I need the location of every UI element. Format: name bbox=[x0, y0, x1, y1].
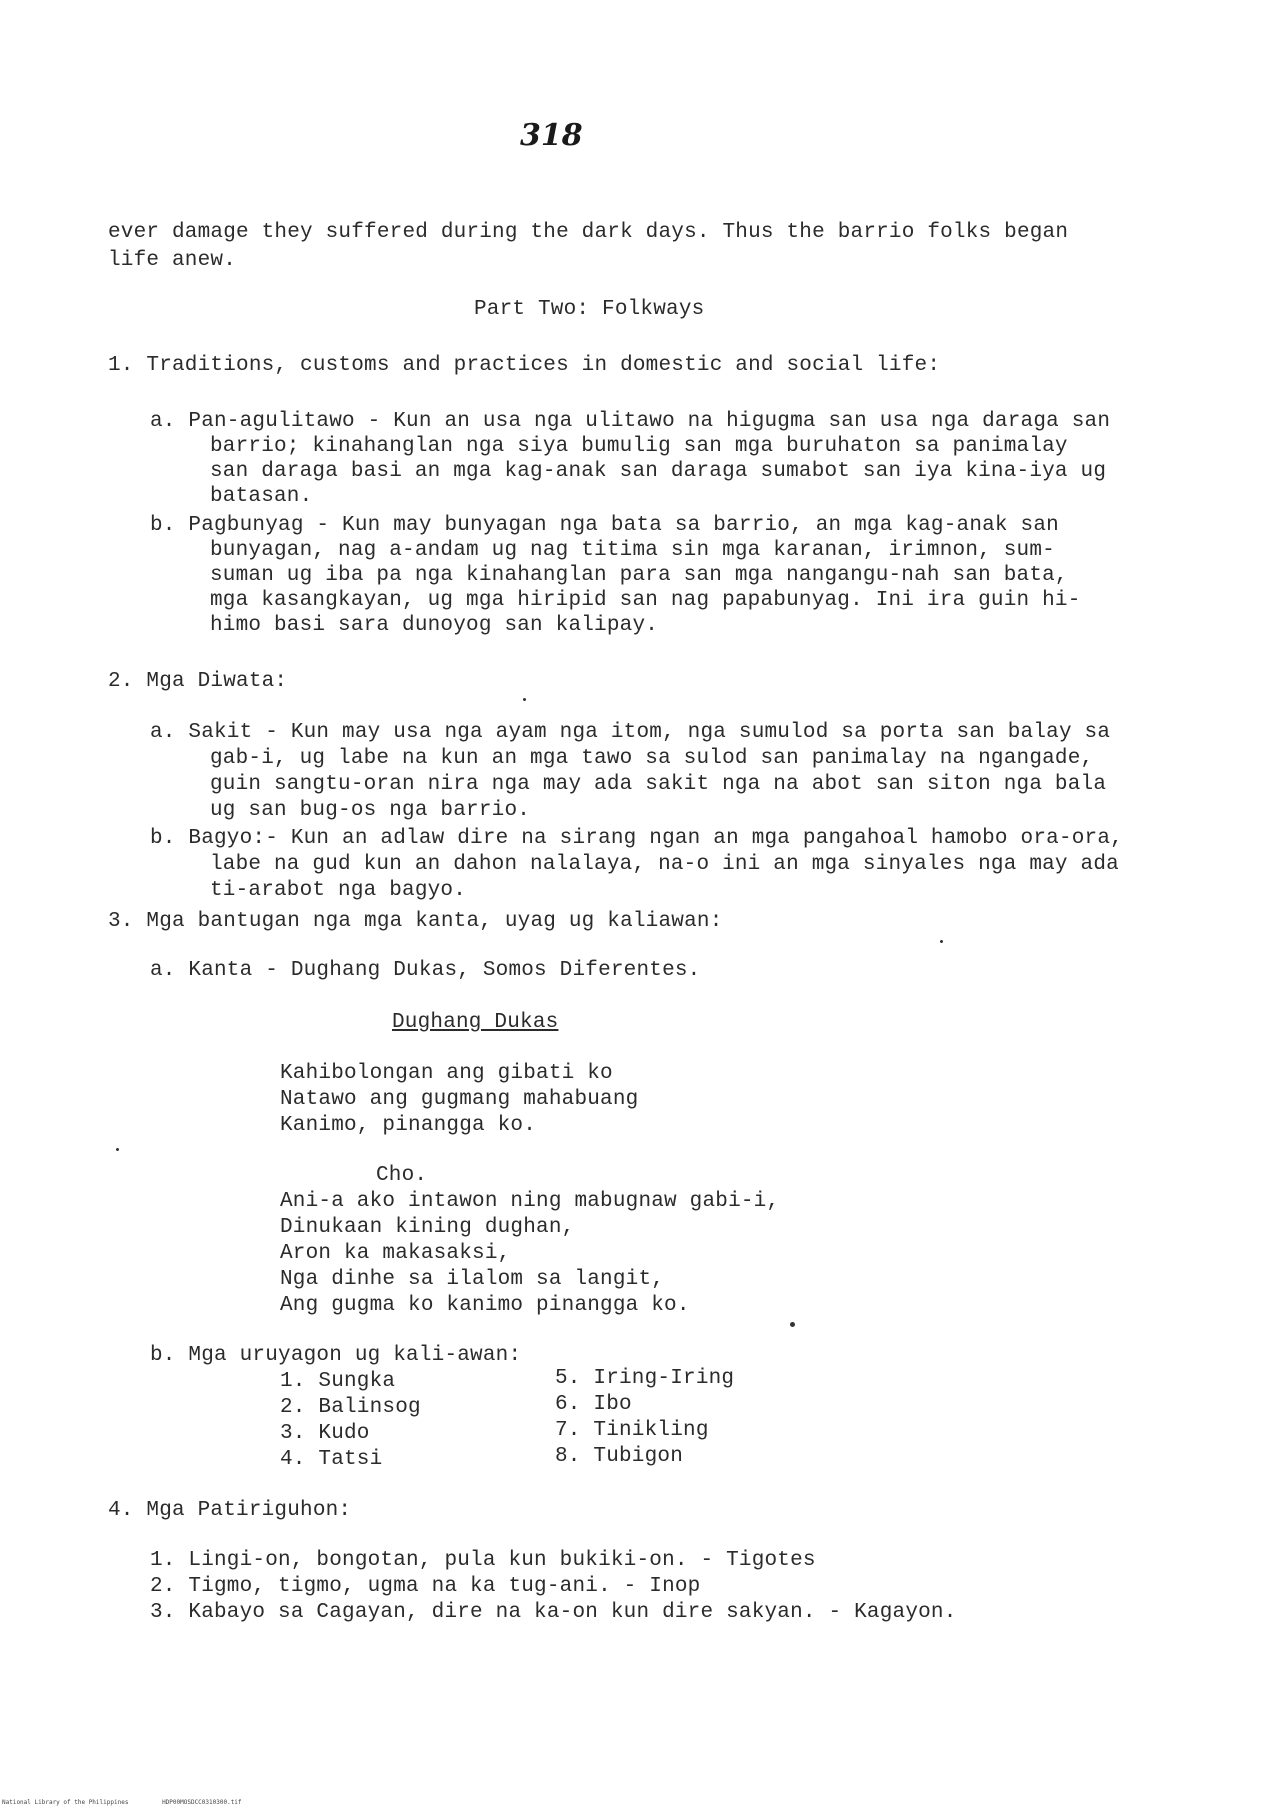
chorus-line-3: Aron ka makasaksi, bbox=[280, 1242, 511, 1265]
riddle-item: 2. Tigmo, tigmo, ugma na ka tug-ani. - Inop bbox=[150, 1575, 701, 1598]
section-1b-line-1: b. Pagbunyag - Kun may bunyagan nga bata sa barrio, an mga kag-anak san bbox=[150, 514, 1059, 537]
chorus-line-1: Ani-a ako intawon ning mabugnaw gabi-i, bbox=[280, 1190, 780, 1213]
scan-footer bbox=[2, 1799, 272, 1806]
chorus-line-5: Ang gugma ko kanimo pinangga ko. bbox=[280, 1294, 690, 1317]
section-3a-line: a. Kanta - Dughang Dukas, Somos Diferentes. bbox=[150, 959, 701, 982]
section-2b-line-1: b. Bagyo:- Kun an adlaw dire na sirang ngan an mga pangahoal hamobo ora-ora, bbox=[150, 827, 1123, 850]
song-title: Dughang Dukas bbox=[392, 1011, 559, 1034]
verse-line-3: Kanimo, pinangga ko. bbox=[280, 1114, 537, 1137]
riddle-item: 1. Lingi-on, bongotan, pula kun bukiki-on. - Tigotes bbox=[150, 1549, 816, 1572]
game-item: 4. Tatsi bbox=[280, 1448, 383, 1471]
riddle-item: 3. Kabayo sa Cagayan, dire na ka-on kun dire sakyan. - Kagayon. bbox=[150, 1601, 957, 1624]
section-1a-line-1: a. Pan-agulitawo - Kun an usa nga ulitawo na higugma san usa nga daraga san bbox=[150, 410, 1111, 433]
game-item: 5. Iring-Iring bbox=[555, 1367, 735, 1390]
game-item: 2. Balinsog bbox=[280, 1396, 421, 1419]
footer-source: National Library of the Philippines bbox=[2, 1799, 129, 1806]
scan-speck bbox=[790, 1322, 795, 1327]
section-2a-line-4: ug san bug-os nga barrio. bbox=[210, 799, 531, 822]
section-4-heading: 4. Mga Patiriguhon: bbox=[108, 1499, 352, 1522]
verse-line-2: Natawo ang gugmang mahabuang bbox=[280, 1088, 639, 1111]
section-1b-line-4: mga kasangkayan, ug mga hiripid san nag papabunyag. Ini ira guin hi- bbox=[210, 589, 1081, 612]
intro-line-2: life anew. bbox=[108, 249, 237, 272]
section-1-heading: 1. Traditions, customs and practices in domestic and social life: bbox=[108, 354, 941, 377]
section-2a-line-2: gab-i, ug labe na kun an mga tawo sa sulod san panimalay na ngangade, bbox=[210, 747, 1094, 770]
game-item: 8. Tubigon bbox=[555, 1445, 684, 1468]
chorus-line-2: Dinukaan kining dughan, bbox=[280, 1216, 575, 1239]
footer-file: HDP00MOSDCC0310300.tif bbox=[162, 1799, 242, 1806]
game-item: 6. Ibo bbox=[555, 1393, 632, 1416]
chorus-label: Cho. bbox=[376, 1164, 428, 1187]
section-3-heading: 3. Mga bantugan nga mga kanta, uyag ug kaliawan: bbox=[108, 910, 723, 933]
game-item: 7. Tinikling bbox=[555, 1419, 709, 1442]
section-2-heading: 2. Mga Diwata: bbox=[108, 670, 288, 693]
part-title: Part Two: Folkways bbox=[474, 298, 705, 321]
page-number: 318 bbox=[520, 118, 583, 153]
section-2b-line-3: ti-arabot nga bagyo. bbox=[210, 879, 467, 902]
section-2a-line-3: guin sangtu-oran nira nga may ada sakit nga na abot san siton nga bala bbox=[210, 773, 1107, 796]
scan-speck bbox=[116, 1148, 119, 1151]
chorus-line-4: Nga dinhe sa ilalom sa langit, bbox=[280, 1268, 665, 1291]
section-1b-line-3: suman ug iba pa nga kinahanglan para san mga nangangu-nah san bata, bbox=[210, 564, 1068, 587]
game-item: 3. Kudo bbox=[280, 1422, 370, 1445]
intro-line-1: ever damage they suffered during the dark days. Thus the barrio folks began bbox=[108, 221, 1069, 244]
section-1a-line-3: san daraga basi an mga kag-anak san daraga sumabot san iya kina-iya ug bbox=[210, 460, 1107, 483]
verse-line-1: Kahibolongan ang gibati ko bbox=[280, 1062, 613, 1085]
section-1b-line-2: bunyagan, nag a-andam ug nag titima sin mga karanan, irimnon, sum- bbox=[210, 539, 1055, 562]
section-1b-line-5: himo basi sara dunoyog san kalipay. bbox=[210, 614, 659, 637]
section-2a-line-1: a. Sakit - Kun may usa nga ayam nga itom, nga sumulod sa porta san balay sa bbox=[150, 721, 1111, 744]
section-1a-line-4: batasan. bbox=[210, 485, 313, 508]
scan-speck bbox=[523, 698, 526, 701]
games-heading: b. Mga uruyagon ug kali-awan: bbox=[150, 1344, 522, 1367]
section-1a-line-2: barrio; kinahanglan nga siya bumulig san mga buruhaton sa panimalay bbox=[210, 435, 1068, 458]
scan-speck bbox=[940, 940, 943, 943]
game-item: 1. Sungka bbox=[280, 1370, 396, 1393]
section-2b-line-2: labe na gud kun an dahon nalalaya, na-o ini an mga sinyales nga may ada bbox=[210, 853, 1119, 876]
